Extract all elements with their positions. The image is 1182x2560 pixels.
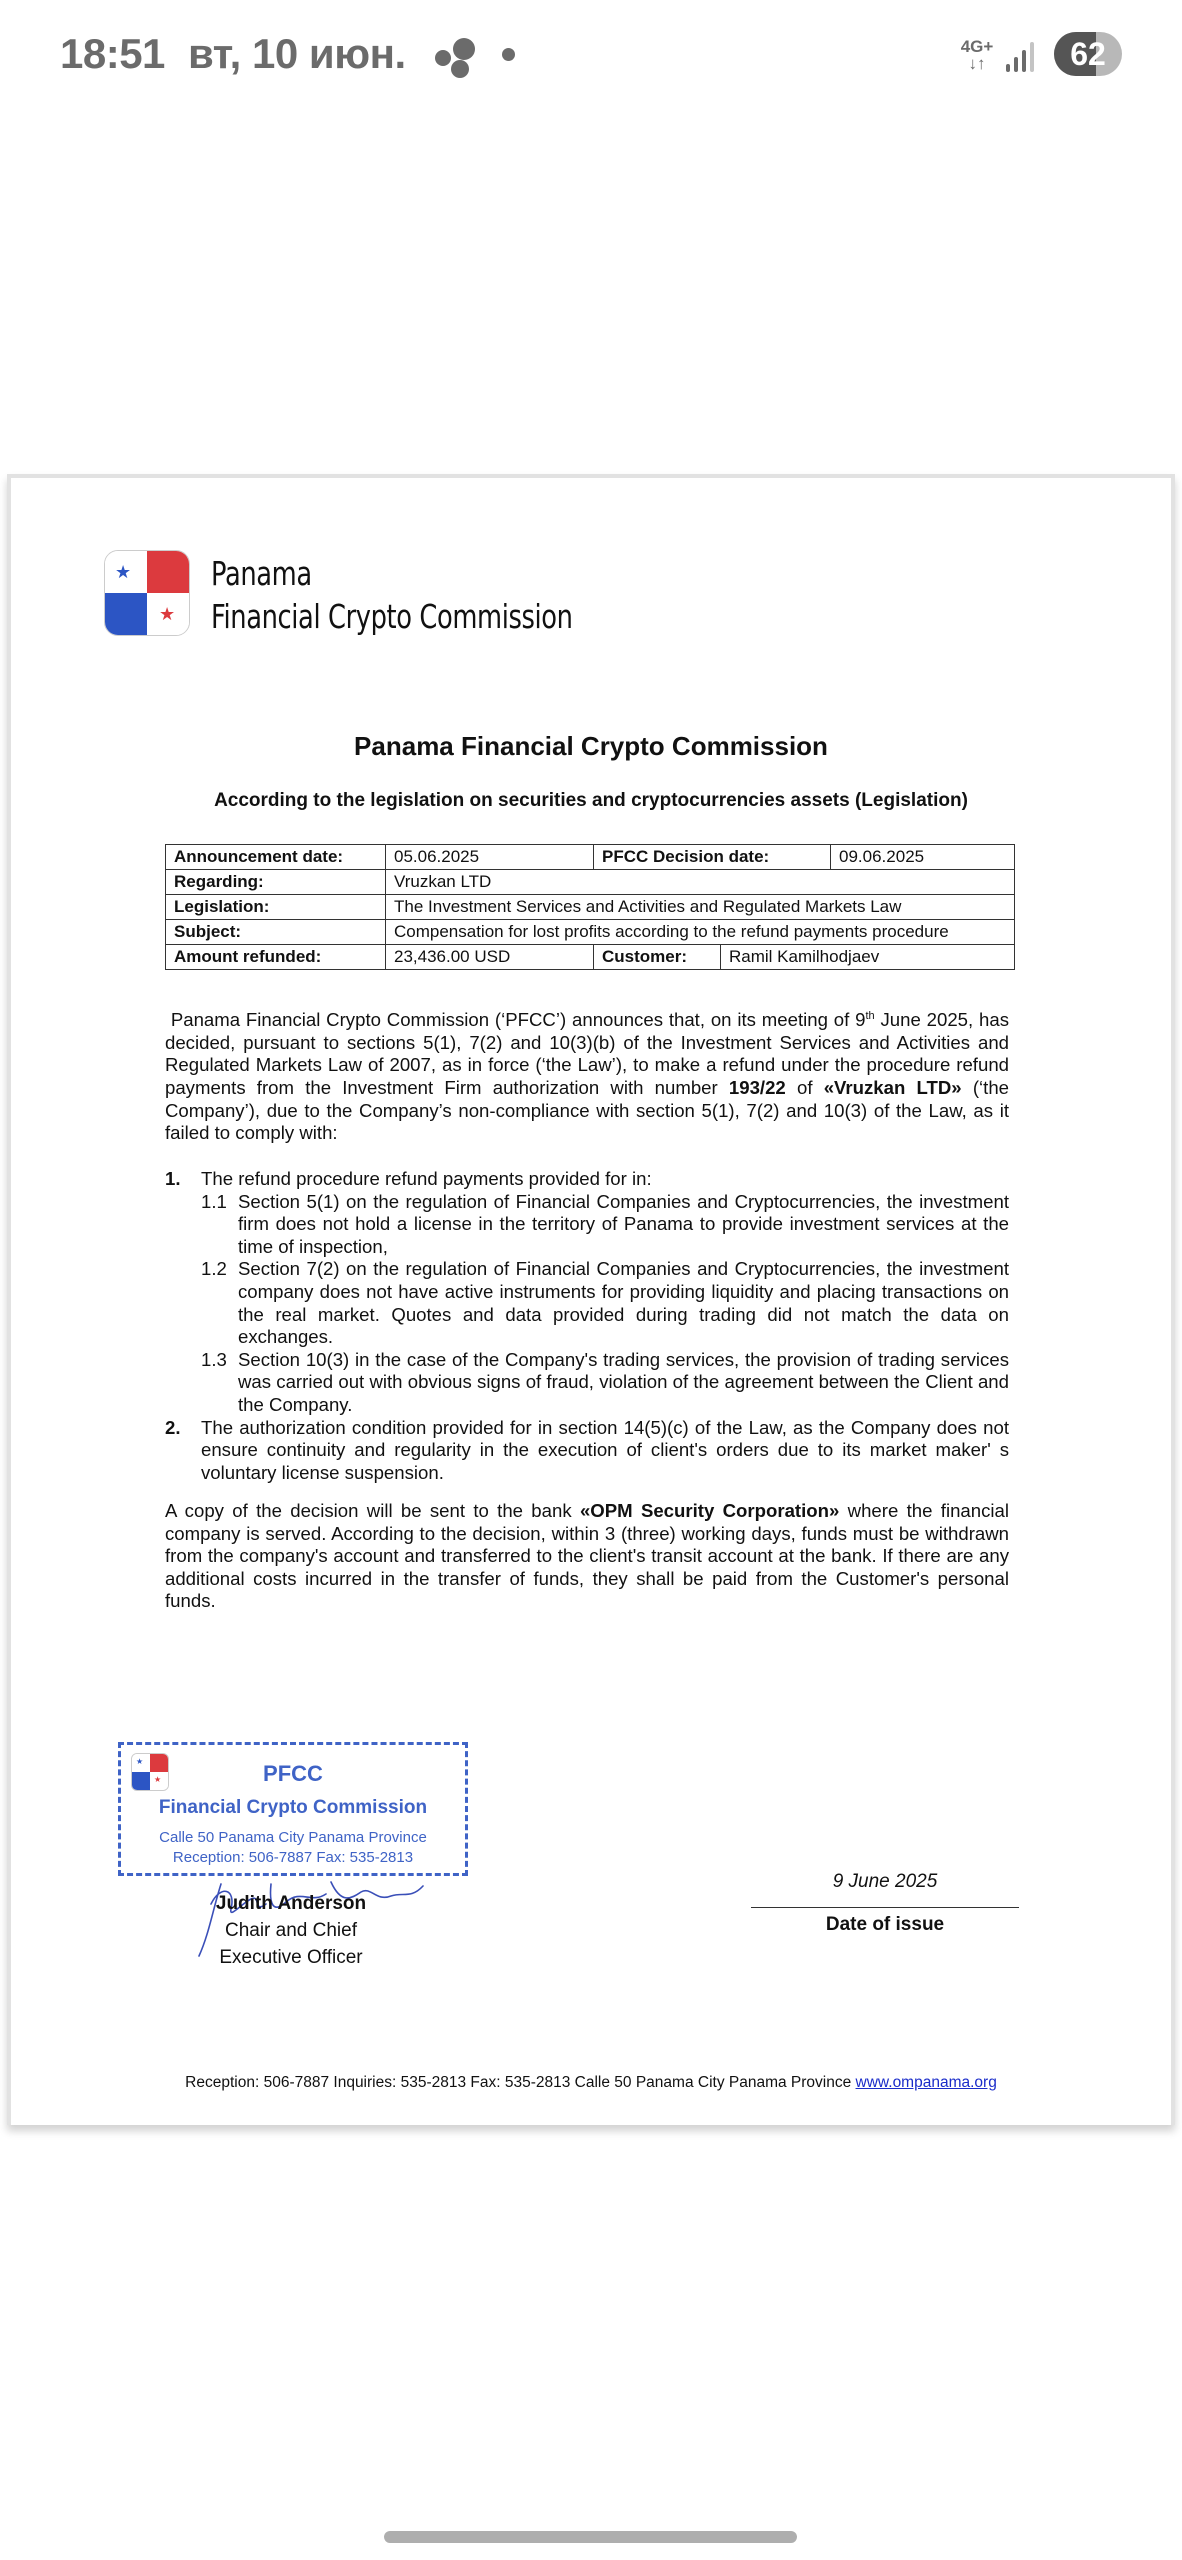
stamp-name: Financial Crypto Commission xyxy=(158,1797,428,1818)
legislation-value: The Investment Services and Activities and Regulated Markets Law xyxy=(386,895,1015,920)
status-date: вт, 10 июн. xyxy=(188,30,406,77)
customer-label: Customer: xyxy=(594,945,721,970)
website-link[interactable]: www.ompanama.org xyxy=(855,2074,997,2091)
table-row xyxy=(166,845,1015,870)
battery-level: 62 xyxy=(1070,36,1106,72)
signer-name: Judith Anderson xyxy=(215,1893,367,1914)
status-bar xyxy=(0,0,1182,110)
signal-strength-icon xyxy=(1006,40,1036,72)
issue-date-label: Date of issue xyxy=(825,1914,945,1935)
decision-date-label: PFCC Decision date: xyxy=(594,845,831,870)
violations-list xyxy=(165,1168,1009,1484)
table-row xyxy=(166,945,1015,970)
subject-value: Compensation for lost profits according to the refund payments procedure xyxy=(386,920,1015,945)
logo-wordmark: Panama Financial Crypto Commission xyxy=(211,554,573,636)
issue-date-divider xyxy=(751,1907,1019,1908)
signer-title-line1: Chair and Chief xyxy=(224,1920,358,1941)
issue-date: 9 June 2025 xyxy=(832,1871,938,1892)
list-subitem: 1.2 Section 7(2) on the regulation of Financial Companies and Cryptocurrencies, the investment company does not have active instruments for providing liquidity and placing transactions on the real market. Quotes and data provided during trading did not match the data on exchanges. xyxy=(201,1258,1009,1348)
document-subtitle: According to the legislation on securities and cryptocurrencies assets (Legislation) xyxy=(214,790,968,811)
authorization-number: 193/22 xyxy=(728,1076,786,1098)
amount-refunded-value: 23,436.00 USD xyxy=(386,945,594,970)
legislation-label: Legislation: xyxy=(166,895,386,920)
company-name: «Vruzkan LTD» xyxy=(823,1076,962,1098)
announcement-date-label: Announcement date: xyxy=(166,845,386,870)
decision-info-table xyxy=(165,844,1015,970)
battery-icon xyxy=(1054,32,1122,76)
list-item: 2. The authorization condition provided for in section 14(5)(c) of the Law, as the Company does not ensure continuity and regularity in the execution of client's orders due to its market maker' s voluntary license suspension. xyxy=(165,1416,1009,1483)
list-item: 1. The refund procedure refund payments provided for in: xyxy=(165,1168,652,1189)
stamp-abbr: PFCC xyxy=(263,1761,323,1786)
status-time: 18:51 xyxy=(60,30,165,77)
network-4g-icon: 4G+ ↓↑ xyxy=(960,37,994,73)
closing-paragraph: A copy of the decision will be sent to the bank «OPM Security Corporation» where the financial company is served. According to the decision, within 3 (three) working days, funds must be withdrawn from the company's account and transferred to the client's transit account at the bank. If there are any additional costs incurred in the transfer of funds, they shall be paid from the Customer's personal funds. xyxy=(165,1500,1009,1612)
intro-paragraph: Panama Financial Crypto Commission (‘PFCC’) announces that, on its meeting of 9th June 2025, has decided, pursuant to sections 5(1), 7(2) and 10(3)(b) of the Investment Services and Activities and Regulated Markets Law of 2007, as in force (‘the Law’), to make a refund under the procedure refund payments from the Investment Firm authorization with number 193/22 of «Vruzkan LTD» (‘the Company’), due to the Company’s non-compliance with section 5(1), 7(2) and 10(3) of the Law, as it failed to comply with: xyxy=(165,1009,1010,1144)
home-indicator[interactable] xyxy=(384,2531,797,2543)
stamp-address: Calle 50 Panama City Panama Province xyxy=(159,1829,427,1846)
announcement-date-value: 05.06.2025 xyxy=(386,845,594,870)
amount-refunded-label: Amount refunded: xyxy=(166,945,386,970)
panama-flag-logo-icon: ★ ★ xyxy=(104,550,190,636)
table-row xyxy=(166,895,1015,920)
document-page xyxy=(7,474,1175,2125)
customer-value: Ramil Kamilhodjaev xyxy=(721,945,1015,970)
table-row xyxy=(166,920,1015,945)
notification-bubbles-icon xyxy=(435,38,479,78)
more-notifications-dot-icon xyxy=(502,48,515,61)
regarding-label: Regarding: xyxy=(166,870,386,895)
list-subitem: 1.3 Section 10(3) in the case of the Company's trading services, the provision of trading services was carried out with obvious signs of fraud, violation of the agreement between the Client and the Company. xyxy=(201,1348,1009,1415)
regarding-value: Vruzkan LTD xyxy=(386,870,1015,895)
subject-label: Subject: xyxy=(166,920,386,945)
signer-title-line2: Executive Officer xyxy=(219,1947,363,1968)
stamp-flag-icon: ★ ★ xyxy=(131,1753,169,1791)
table-row xyxy=(166,870,1015,895)
official-stamp xyxy=(118,1742,468,1876)
bank-name: «OPM Security Corporation» xyxy=(579,1500,840,1521)
stamp-contacts: Reception: 506-7887 Fax: 535-2813 xyxy=(172,1849,414,1866)
signer-block xyxy=(161,1890,421,1971)
document-title: Panama Financial Crypto Commission xyxy=(354,731,828,761)
decision-date-value: 09.06.2025 xyxy=(831,845,1015,870)
list-subitem: 1.1 Section 5(1) on the regulation of Financial Companies and Cryptocurrencies, the investment firm does not hold a license in the territory of Panama to provide investment services at the time of inspection, xyxy=(201,1190,1009,1257)
document-footer: Reception: 506-7887 Inquiries: 535-2813 Fax: 535-2813 Calle 50 Panama City Panama Province www.ompanama.org xyxy=(185,2074,997,2091)
